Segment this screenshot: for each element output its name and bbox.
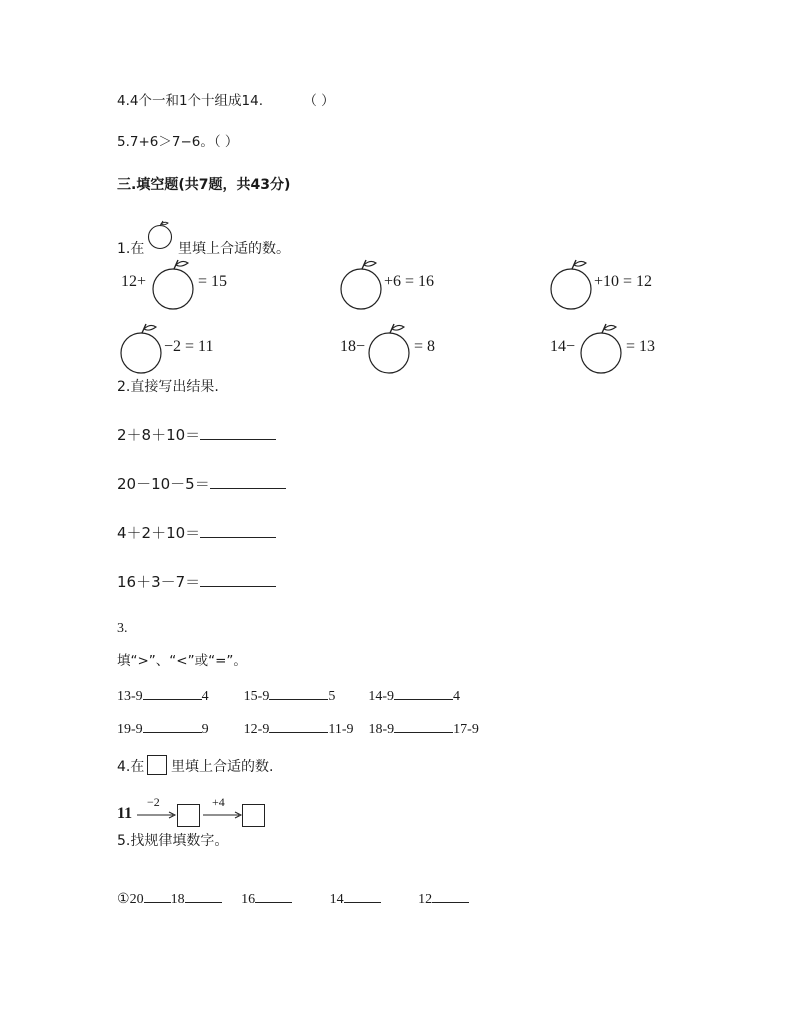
q2-line-2 <box>117 477 286 492</box>
answer-blank[interactable] <box>200 537 276 538</box>
answer-blank[interactable] <box>432 902 469 903</box>
section-title: 三.填空题(共7题，共43分) <box>117 177 291 193</box>
apple-icon[interactable] <box>338 256 386 310</box>
apple-icon[interactable] <box>548 256 596 310</box>
compare-right: 17-9 <box>453 722 479 737</box>
apple-icon <box>146 220 174 250</box>
answer-blank[interactable] <box>200 439 276 440</box>
q4-prefix: 4.在 <box>117 759 145 775</box>
answer-parentheses[interactable]: （ ） <box>303 93 335 109</box>
q1-item-6-before: 14− <box>550 338 576 355</box>
compare-left: 19-9 <box>117 722 143 737</box>
judge-question-5: 5.7+6＞7−6。（ ） <box>117 134 239 150</box>
circled-one-marker: ① <box>117 892 130 907</box>
arrow-right-icon <box>137 808 177 824</box>
answer-blank[interactable] <box>210 488 286 489</box>
q5-title: 5.找规律填数字。 <box>117 833 229 849</box>
judge-question-4 <box>117 95 335 109</box>
arrow-right-icon <box>203 808 243 824</box>
q5-sequence <box>117 893 469 907</box>
answer-blank[interactable] <box>394 732 453 733</box>
compare-left: 12-9 <box>243 722 270 737</box>
q4-op-2: +4 <box>212 795 225 809</box>
q3-number: 3. <box>117 621 128 636</box>
apple-icon[interactable] <box>366 320 414 374</box>
compare-right: 5 <box>328 689 336 704</box>
sequence-term: 18 <box>170 892 185 907</box>
compare-right: 11-9 <box>328 722 354 737</box>
sequence-term: 14 <box>329 892 344 907</box>
answer-blank[interactable] <box>143 699 202 700</box>
answer-blank[interactable] <box>143 732 202 733</box>
answer-box[interactable] <box>177 804 200 827</box>
answer-blank[interactable] <box>344 902 381 903</box>
answer-blank[interactable] <box>200 586 276 587</box>
apple-icon[interactable] <box>150 256 198 310</box>
compare-right: 4 <box>201 689 209 704</box>
q3-row-2 <box>117 723 479 737</box>
q1-item-3-after: +10 = 12 <box>594 273 653 290</box>
judge-question-4-text: 4.4个一和1个十组成14. <box>117 93 264 109</box>
q3-row-1 <box>117 690 460 704</box>
q1-item-4-after: −2 = 11 <box>164 338 214 355</box>
q1-item-6-after: = 13 <box>626 338 656 355</box>
answer-blank[interactable] <box>255 902 292 903</box>
q1-suffix: 里填上合适的数。 <box>178 241 290 257</box>
q1-item-5-before: 18− <box>340 338 366 355</box>
compare-left: 15-9 <box>243 689 270 704</box>
answer-blank[interactable] <box>394 699 453 700</box>
q1-item-1-before: 12+ <box>121 273 147 290</box>
q2-title: 2.直接写出结果. <box>117 379 219 395</box>
compare-left: 18-9 <box>368 722 395 737</box>
q2-line-4 <box>117 575 276 590</box>
q1-item-2-after: +6 = 16 <box>384 273 435 290</box>
answer-box[interactable] <box>242 804 265 827</box>
square-box-icon <box>147 755 167 775</box>
answer-blank[interactable] <box>269 732 328 733</box>
compare-right: 4 <box>453 689 461 704</box>
q2-expression: 2＋8＋10＝ <box>117 426 201 444</box>
compare-left: 14-9 <box>368 689 395 704</box>
compare-right: 9 <box>201 722 209 737</box>
q3-instruction: 填“>”、“<”或“=”。 <box>117 653 247 669</box>
q1-item-1-after: = 15 <box>198 273 228 290</box>
q2-line-3 <box>117 526 276 541</box>
q2-expression: 20－10－5＝ <box>117 475 210 493</box>
compare-left: 13-9 <box>117 689 143 704</box>
sequence-term: 20 <box>129 892 144 907</box>
answer-blank[interactable] <box>144 902 171 903</box>
q4-suffix: 里填上合适的数. <box>171 759 274 775</box>
sequence-term: 12 <box>418 892 433 907</box>
answer-blank[interactable] <box>185 902 222 903</box>
q1-prefix: 1.在 <box>117 241 145 257</box>
q2-expression: 16＋3－7＝ <box>117 573 201 591</box>
q2-expression: 4＋2＋10＝ <box>117 524 201 542</box>
sequence-term: 16 <box>241 892 256 907</box>
q2-line-1 <box>117 428 276 443</box>
q4-op-1: −2 <box>147 795 160 809</box>
q4-start-number: 11 <box>117 805 133 822</box>
apple-icon[interactable] <box>578 320 626 374</box>
q1-item-5-after: = 8 <box>414 338 436 355</box>
apple-icon[interactable] <box>118 320 166 374</box>
answer-blank[interactable] <box>269 699 328 700</box>
